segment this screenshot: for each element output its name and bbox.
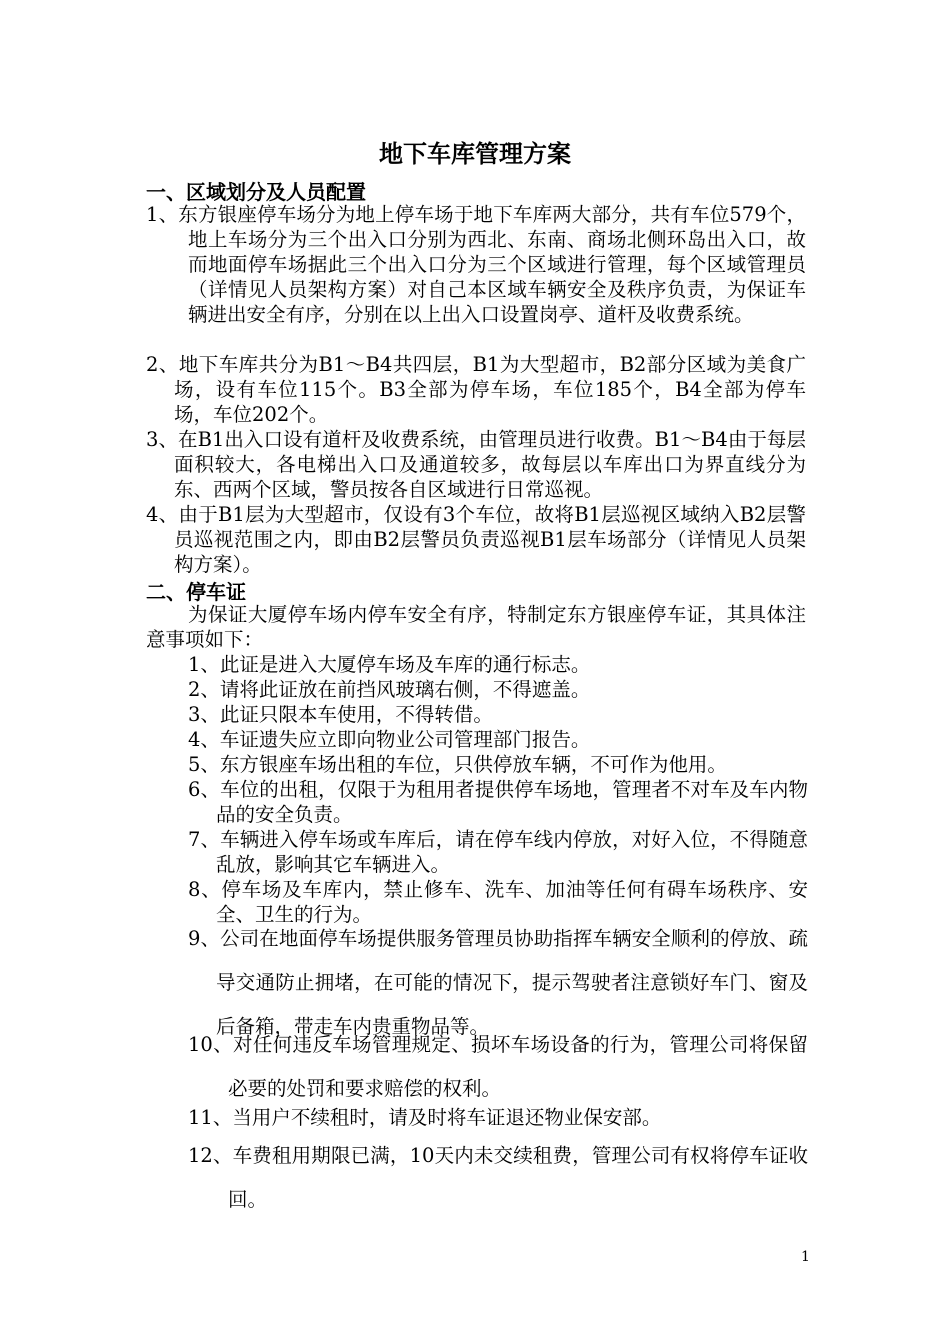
rule-item: 11、当用户不续租时，请及时将车证退还物业保安部。 xyxy=(188,1106,662,1129)
rule-item: 10、对任何违反车场管理规定、损坏车场设备的行为，管理公司将保留必要的处罚和要求赔偿的权利。 xyxy=(188,1033,808,1100)
rule-item: 8、停车场及车库内，禁止修车、洗车、加油等任何有碍车场秩序、安全、卫生的行为。 xyxy=(188,878,808,926)
rule-item: 1、此证是进入大厦停车场及车库的通行标志。 xyxy=(188,653,591,676)
rule-item: 6、车位的出租，仅限于为租用者提供停车场地，管理者不对车及车内物品的安全负责。 xyxy=(188,778,808,826)
section2-intro: 为保证大厦停车场内停车安全有序，特制定东方银座停车证，其具体注意事项如下： xyxy=(146,603,806,651)
section2-heading: 二、停车证 xyxy=(146,580,246,604)
rule-item: 5、东方银座车场出租的车位，只供停放车辆，不可作为他用。 xyxy=(188,753,727,776)
section1-item: 1、东方银座停车场分为地上停车场于地下车库两大部分，共有车位579个，地上车场分为三个出入口分别为西北、东南、商场北侧环岛出入口，故而地面停车场据此三个出入口分为三个区域进行管理，每个区域管理员（详情见人员架构方案）对自己本区域车辆安全及秩序负责，为保证车辆进出安全有序，分别在以上出入口设置岗亭、道杆及收费系统。 xyxy=(146,203,806,326)
section1-heading: 一、区域划分及人员配置 xyxy=(146,180,366,204)
section1-item: 4、由于B1层为大型超市，仅设有3个车位，故将B1层巡视区域纳入B2层警员巡视范围之内，即由B2层警员负责巡视B1层车场部分（详情见人员架构方案）。 xyxy=(146,503,806,576)
rule-item: 2、请将此证放在前挡风玻璃右侧，不得遮盖。 xyxy=(188,678,591,701)
section1-item: 3、在B1出入口设有道杆及收费系统，由管理员进行收费。B1～B4由于每层面积较大，各电梯出入口及通道较多，故每层以车库出口为界直线分为东、西两个区域，警员按各自区域进行日常巡视。 xyxy=(146,428,806,501)
section1-item: 2、地下车库共分为B1～B4共四层，B1为大型超市，B2部分区域为美食广场，设有车位115个。B3全部为停车场，车位185个，B4全部为停车场，车位202个。 xyxy=(146,353,806,426)
rule-item: 7、车辆进入停车场或车库后，请在停车线内停放，对好入位，不得随意乱放，影响其它车辆进入。 xyxy=(188,828,808,876)
rule-item: 9、公司在地面停车场提供服务管理员协助指挥车辆安全顺利的停放、疏导交通防止拥堵，在可能的情况下，提示驾驶者注意锁好车门、窗及后备箱，带走车内贵重物品等。 xyxy=(188,927,808,1038)
rule-item: 4、车证遗失应立即向物业公司管理部门报告。 xyxy=(188,728,591,751)
rule-item: 3、此证只限本车使用，不得转借。 xyxy=(188,703,493,726)
rule-item: 12、车费租用期限已满，10天内未交续租费，管理公司有权将停车证收回。 xyxy=(188,1144,808,1211)
page-number: 1 xyxy=(801,1249,810,1265)
page-title: 地下车库管理方案 xyxy=(379,139,571,168)
